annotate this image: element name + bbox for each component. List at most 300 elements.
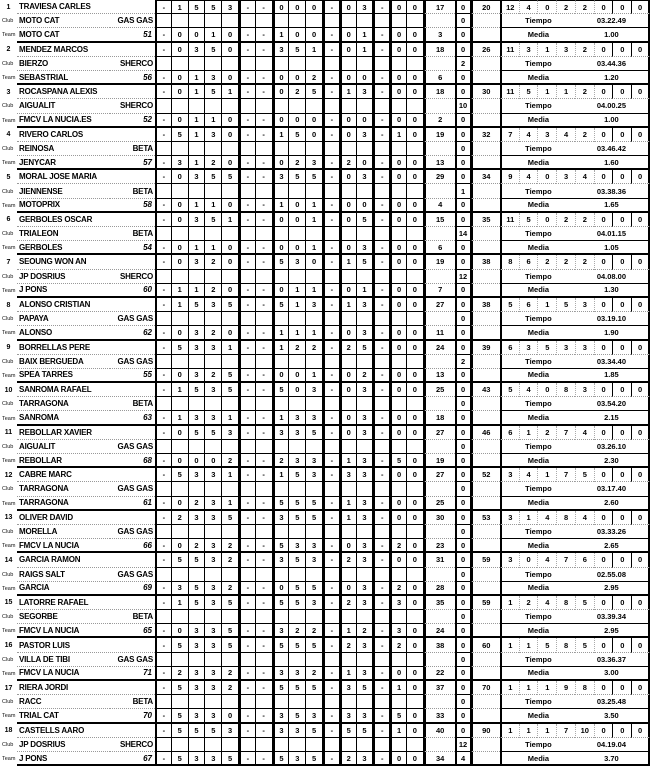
lap1-score-cell: - <box>373 724 390 738</box>
tiempo-value: 03.38.36 <box>575 184 650 198</box>
lap1-score-cell: 3 <box>357 128 374 142</box>
penalty-cell: 0 <box>455 568 471 582</box>
lap1-score-cell: 0 <box>172 255 189 269</box>
empty-score-cell <box>222 610 239 624</box>
penalty-cell: 0 <box>455 43 471 57</box>
tiempo-label: Tiempo <box>500 57 575 71</box>
empty-final-total-cell <box>471 454 500 468</box>
lap2-score-cell: - <box>323 71 340 85</box>
lap2-score-cell: 1 <box>273 28 290 42</box>
empty-final-total-cell <box>471 270 500 284</box>
lap1-score-cell: - <box>239 383 256 397</box>
lap2-score-cell: 3 <box>357 411 374 425</box>
lap1-score-cell: 1 <box>273 128 290 142</box>
empty-total-cell <box>424 738 455 752</box>
penalty-cell: 0 <box>455 213 471 227</box>
final-total: 60 <box>471 638 500 652</box>
empty-final-total-cell <box>471 624 500 638</box>
lap1-score-cell: - <box>323 255 340 269</box>
empty-score-cell <box>155 610 172 624</box>
count-cell: 5 <box>500 298 519 312</box>
empty-score-cell <box>289 142 306 156</box>
lap1-score-cell: - <box>256 383 273 397</box>
empty-score-cell <box>289 227 306 241</box>
lap2-score-cell: - <box>155 114 172 128</box>
lap2-score-cell: 2 <box>222 667 239 681</box>
lap2-score-cell: 3 <box>306 156 323 170</box>
lap2-score-cell: - <box>155 752 172 766</box>
lap1-score-cell: 3 <box>189 681 206 695</box>
lap1-score-cell: 3 <box>189 213 206 227</box>
penalty-cell: 12 <box>455 738 471 752</box>
lap2-score-cell: 0 <box>407 582 424 596</box>
empty-score-cell <box>306 525 323 539</box>
lap2-score-cell: - <box>239 199 256 213</box>
lap2-score-cell: 5 <box>390 454 407 468</box>
lap1-score-cell: - <box>323 213 340 227</box>
penalty-cell: 0 <box>455 468 471 482</box>
penalty-cell: 0 <box>455 14 471 28</box>
lap1-score-cell: 5 <box>306 511 323 525</box>
count-cell: 0 <box>612 596 631 610</box>
empty-score-cell <box>340 227 357 241</box>
position-number: 9 <box>6 344 11 352</box>
lap1-score-cell: 5 <box>289 596 306 610</box>
position-number: 2 <box>6 46 11 54</box>
lap2-score-cell: - <box>239 114 256 128</box>
penalty-cell: 2 <box>455 355 471 369</box>
rider-name: SANROMA RAFAEL <box>17 383 155 397</box>
count-cell: 4 <box>556 128 575 142</box>
empty-score-cell <box>306 397 323 411</box>
lap2-score-cell: 5 <box>289 582 306 596</box>
tiempo-label: Tiempo <box>500 184 575 198</box>
empty-score-cell <box>323 99 340 113</box>
lap1-score-cell: 0 <box>306 0 323 14</box>
empty-score-cell <box>373 568 390 582</box>
lap1-score-cell: 0 <box>390 511 407 525</box>
lap2-score-cell: - <box>256 411 273 425</box>
penalty-cell: 2 <box>455 57 471 71</box>
lap1-score-cell: 0 <box>407 511 424 525</box>
lap2-score-cell: 0 <box>340 411 357 425</box>
empty-score-cell <box>172 440 189 454</box>
lap2-score-cell: 0 <box>340 284 357 298</box>
lap2-score-cell: - <box>256 156 273 170</box>
lap2-score-cell: - <box>256 114 273 128</box>
empty-score-cell <box>222 525 239 539</box>
empty-final-total-cell <box>471 241 500 255</box>
empty-final-total-cell <box>471 355 500 369</box>
empty-score-cell <box>273 610 290 624</box>
team-label: Team <box>2 372 16 379</box>
penalty-cell: 0 <box>455 426 471 440</box>
lap1-score-cell: - <box>239 468 256 482</box>
lap2-score-cell: 0 <box>273 71 290 85</box>
empty-score-cell <box>340 568 357 582</box>
empty-score-cell <box>239 312 256 326</box>
lap2-score-cell: 0 <box>222 28 239 42</box>
lap1-score-cell: 1 <box>172 0 189 14</box>
empty-score-cell <box>222 184 239 198</box>
final-total: 39 <box>471 341 500 355</box>
empty-score-cell <box>390 355 407 369</box>
lap1-score-cell: 0 <box>172 213 189 227</box>
lap2-score-cell: 3 <box>189 667 206 681</box>
empty-score-cell <box>323 397 340 411</box>
lap1-score-cell: 2 <box>340 553 357 567</box>
count-cell: 1 <box>500 638 519 652</box>
lap1-score-cell: - <box>239 553 256 567</box>
lap1-score-cell: - <box>256 426 273 440</box>
empty-score-cell <box>189 99 206 113</box>
lap1-score-cell: 5 <box>306 170 323 184</box>
media-value: 1.00 <box>575 114 650 128</box>
empty-score-cell <box>407 312 424 326</box>
count-cell: 3 <box>500 511 519 525</box>
lap2-score-cell: 0 <box>390 411 407 425</box>
lap1-score-cell: - <box>323 0 340 14</box>
lap1-score-cell: 5 <box>189 298 206 312</box>
empty-score-cell <box>373 695 390 709</box>
lap2-score-cell: 3 <box>306 454 323 468</box>
media-label: Media <box>500 156 575 170</box>
position-number: 17 <box>4 684 13 692</box>
empty-final-total-cell <box>471 497 500 511</box>
empty-score-cell <box>155 184 172 198</box>
empty-total-cell <box>424 695 455 709</box>
empty-score-cell <box>357 57 374 71</box>
count-cell: 2 <box>556 0 575 14</box>
lap1-score-cell: - <box>256 724 273 738</box>
rider-name: MENDEZ MARCOS <box>17 43 155 57</box>
club-label: Club <box>2 571 14 578</box>
rider-name: PASTOR LUIS <box>17 638 155 652</box>
empty-score-cell <box>373 653 390 667</box>
count-cell: 2 <box>556 213 575 227</box>
lap2-total: 24 <box>424 624 455 638</box>
lap1-score-cell: 5 <box>205 85 222 99</box>
empty-total-cell <box>424 184 455 198</box>
empty-score-cell <box>205 355 222 369</box>
lap2-score-cell: 3 <box>289 752 306 766</box>
lap1-score-cell: - <box>256 85 273 99</box>
empty-score-cell <box>273 738 290 752</box>
lap1-score-cell: 0 <box>390 383 407 397</box>
lap2-score-cell: 5 <box>390 709 407 723</box>
empty-score-cell <box>189 653 206 667</box>
lap1-score-cell: 0 <box>407 0 424 14</box>
lap2-score-cell: 5 <box>273 752 290 766</box>
media-label: Media <box>500 539 575 553</box>
club-name: MORELLA <box>17 525 110 539</box>
count-cell: 8 <box>575 681 594 695</box>
empty-score-cell <box>340 312 357 326</box>
lap2-score-cell: 3 <box>357 709 374 723</box>
lap1-total: 24 <box>424 341 455 355</box>
team-label: Team <box>2 160 16 167</box>
position-number: 3 <box>6 88 11 96</box>
lap2-score-cell: 0 <box>172 71 189 85</box>
empty-score-cell <box>289 695 306 709</box>
empty-score-cell <box>256 695 273 709</box>
team-label: Team <box>2 756 16 763</box>
empty-final-total-cell <box>471 14 500 28</box>
lap2-total: 3 <box>424 28 455 42</box>
empty-score-cell <box>323 355 340 369</box>
lap1-score-cell: 3 <box>222 426 239 440</box>
lap1-score-cell: - <box>155 426 172 440</box>
lap2-score-cell: - <box>256 369 273 383</box>
empty-score-cell <box>205 227 222 241</box>
penalty-cell: 0 <box>455 397 471 411</box>
lap2-score-cell: - <box>239 411 256 425</box>
count-cell: 0 <box>631 383 650 397</box>
club-label: Club <box>2 18 14 25</box>
lap1-score-cell: - <box>256 553 273 567</box>
lap2-score-cell: 3 <box>205 709 222 723</box>
lap1-score-cell: 0 <box>407 170 424 184</box>
lap1-score-cell: 3 <box>205 383 222 397</box>
lap2-score-cell: 2 <box>390 539 407 553</box>
lap2-score-cell: 1 <box>306 241 323 255</box>
lap1-score-cell: 3 <box>205 341 222 355</box>
lap1-score-cell: - <box>373 596 390 610</box>
media-value: 1.85 <box>575 369 650 383</box>
lap1-score-cell: 0 <box>273 213 290 227</box>
empty-score-cell <box>205 57 222 71</box>
lap1-score-cell: 5 <box>306 85 323 99</box>
empty-score-cell <box>239 14 256 28</box>
lap1-score-cell: 5 <box>357 255 374 269</box>
penalty-cell: 0 <box>455 553 471 567</box>
media-label: Media <box>500 582 575 596</box>
lap1-score-cell: 3 <box>340 468 357 482</box>
lap2-score-cell: 3 <box>189 752 206 766</box>
count-cell: 6 <box>519 298 538 312</box>
lap2-score-cell: 0 <box>357 199 374 213</box>
empty-final-total-cell <box>471 369 500 383</box>
empty-score-cell <box>189 482 206 496</box>
lap1-score-cell: 3 <box>357 298 374 312</box>
media-value: 1.90 <box>575 326 650 340</box>
count-cell: 0 <box>612 255 631 269</box>
lap1-score-cell: 3 <box>189 170 206 184</box>
penalty-cell: 0 <box>455 440 471 454</box>
lap1-score-cell: 1 <box>306 43 323 57</box>
count-cell: 8 <box>556 383 575 397</box>
count-cell: 0 <box>631 426 650 440</box>
empty-score-cell <box>357 695 374 709</box>
lap1-total: 15 <box>424 213 455 227</box>
empty-score-cell <box>172 14 189 28</box>
team-name: GARCIA <box>17 582 110 596</box>
lap2-score-cell: 2 <box>306 667 323 681</box>
position-number: 13 <box>4 514 13 522</box>
count-cell: 2 <box>575 213 594 227</box>
team-label: Team <box>2 500 16 507</box>
lap1-score-cell: 5 <box>273 681 290 695</box>
lap1-score-cell: - <box>256 511 273 525</box>
penalty-cell: 0 <box>455 326 471 340</box>
penalty-cell: 0 <box>455 156 471 170</box>
lap1-score-cell: 0 <box>407 383 424 397</box>
empty-score-cell <box>205 14 222 28</box>
empty-score-cell <box>222 227 239 241</box>
penalty-cell: 14 <box>455 227 471 241</box>
lap1-score-cell: 3 <box>340 681 357 695</box>
empty-score-cell <box>306 312 323 326</box>
lap1-total: 30 <box>424 511 455 525</box>
club-name: BIERZO <box>17 57 110 71</box>
lap2-score-cell: - <box>323 624 340 638</box>
lap2-score-cell: 0 <box>390 326 407 340</box>
empty-score-cell <box>256 270 273 284</box>
lap2-score-cell: 3 <box>205 752 222 766</box>
position-number: 18 <box>4 727 13 735</box>
lap2-score-cell: 2 <box>390 582 407 596</box>
lap1-score-cell: 5 <box>289 638 306 652</box>
lap1-total: 40 <box>424 724 455 738</box>
lap1-score-cell: 5 <box>222 511 239 525</box>
final-total: 34 <box>471 170 500 184</box>
lap2-score-cell: 0 <box>390 497 407 511</box>
lap1-score-cell: - <box>239 213 256 227</box>
count-cell: 0 <box>612 468 631 482</box>
count-cell: 12 <box>500 0 519 14</box>
lap1-score-cell: 1 <box>340 255 357 269</box>
lap2-score-cell: 0 <box>306 28 323 42</box>
final-total: 35 <box>471 213 500 227</box>
empty-score-cell <box>340 653 357 667</box>
empty-score-cell <box>172 227 189 241</box>
club-label: Club <box>2 529 14 536</box>
rider-name: GARCIA RAMON <box>17 553 155 567</box>
empty-score-cell <box>390 482 407 496</box>
lap2-score-cell: 2 <box>289 624 306 638</box>
lap2-score-cell: - <box>373 411 390 425</box>
empty-score-cell <box>273 270 290 284</box>
count-cell: 0 <box>631 43 650 57</box>
count-cell: 2 <box>519 596 538 610</box>
tiempo-value: 03.54.20 <box>575 397 650 411</box>
count-cell: 0 <box>631 255 650 269</box>
empty-score-cell <box>289 568 306 582</box>
lap2-score-cell: - <box>239 369 256 383</box>
lap2-score-cell: - <box>155 326 172 340</box>
lap1-score-cell: 0 <box>407 468 424 482</box>
lap2-score-cell: 3 <box>340 709 357 723</box>
lap1-score-cell: - <box>256 468 273 482</box>
empty-score-cell <box>172 355 189 369</box>
penalty-cell: 0 <box>455 497 471 511</box>
empty-score-cell <box>155 482 172 496</box>
lap1-score-cell: - <box>323 85 340 99</box>
lap2-score-cell: 0 <box>407 28 424 42</box>
lap1-score-cell: 5 <box>306 681 323 695</box>
count-cell: 0 <box>594 383 613 397</box>
lap2-score-cell: 0 <box>390 369 407 383</box>
empty-score-cell <box>189 525 206 539</box>
lap2-score-cell: 5 <box>172 752 189 766</box>
media-value: 2.60 <box>575 497 650 511</box>
club-label: Club <box>2 358 14 365</box>
count-cell: 3 <box>556 341 575 355</box>
lap1-score-cell: 0 <box>289 383 306 397</box>
lap1-score-cell: - <box>256 638 273 652</box>
lap1-score-cell: 0 <box>172 170 189 184</box>
lap1-score-cell: - <box>239 341 256 355</box>
empty-score-cell <box>205 695 222 709</box>
lap2-score-cell: 1 <box>357 28 374 42</box>
empty-score-cell <box>289 397 306 411</box>
team-name: ALONSO <box>17 326 110 340</box>
penalty-cell: 0 <box>455 539 471 553</box>
count-cell: 4 <box>519 468 538 482</box>
empty-score-cell <box>289 355 306 369</box>
final-total: 90 <box>471 724 500 738</box>
lap2-score-cell: - <box>239 454 256 468</box>
empty-score-cell <box>390 99 407 113</box>
penalty-cell: 0 <box>455 114 471 128</box>
team-label: Team <box>2 287 16 294</box>
count-cell: 5 <box>556 298 575 312</box>
lap1-score-cell: 0 <box>390 43 407 57</box>
count-cell: 1 <box>500 596 519 610</box>
count-cell: 9 <box>500 170 519 184</box>
lap2-score-cell: 0 <box>289 199 306 213</box>
lap1-score-cell: - <box>323 596 340 610</box>
lap1-score-cell: - <box>155 383 172 397</box>
lap2-score-cell: 0 <box>407 114 424 128</box>
club-name: VILLA DE TIBI <box>17 653 110 667</box>
lap2-score-cell: 3 <box>357 667 374 681</box>
lap2-score-cell: 5 <box>222 624 239 638</box>
count-cell: 2 <box>537 426 556 440</box>
lap1-total: 17 <box>424 0 455 14</box>
lap2-score-cell: 2 <box>340 156 357 170</box>
lap1-score-cell: - <box>256 298 273 312</box>
count-cell: 0 <box>594 553 613 567</box>
empty-score-cell <box>172 610 189 624</box>
empty-score-cell <box>323 610 340 624</box>
lap1-score-cell: - <box>323 681 340 695</box>
lap1-score-cell: - <box>256 213 273 227</box>
empty-score-cell <box>205 568 222 582</box>
media-value: 2.30 <box>575 454 650 468</box>
lap2-score-cell: 3 <box>172 582 189 596</box>
lap1-score-cell: - <box>239 128 256 142</box>
lap1-score-cell: 0 <box>407 255 424 269</box>
lap2-score-cell: 0 <box>340 71 357 85</box>
lap2-score-cell: 0 <box>390 28 407 42</box>
media-label: Media <box>500 624 575 638</box>
lap1-score-cell: 3 <box>205 128 222 142</box>
lap1-score-cell: 5 <box>222 596 239 610</box>
lap1-score-cell: - <box>373 383 390 397</box>
penalty-cell: 0 <box>455 71 471 85</box>
lap1-score-cell: - <box>155 43 172 57</box>
lap2-score-cell: - <box>323 752 340 766</box>
lap2-score-cell: 3 <box>205 539 222 553</box>
empty-total-cell <box>424 482 455 496</box>
lap2-score-cell: 0 <box>222 199 239 213</box>
lap2-score-cell: - <box>323 709 340 723</box>
empty-final-total-cell <box>471 99 500 113</box>
lap2-score-cell: 5 <box>222 752 239 766</box>
media-value: 1.30 <box>575 284 650 298</box>
count-cell: 3 <box>537 128 556 142</box>
